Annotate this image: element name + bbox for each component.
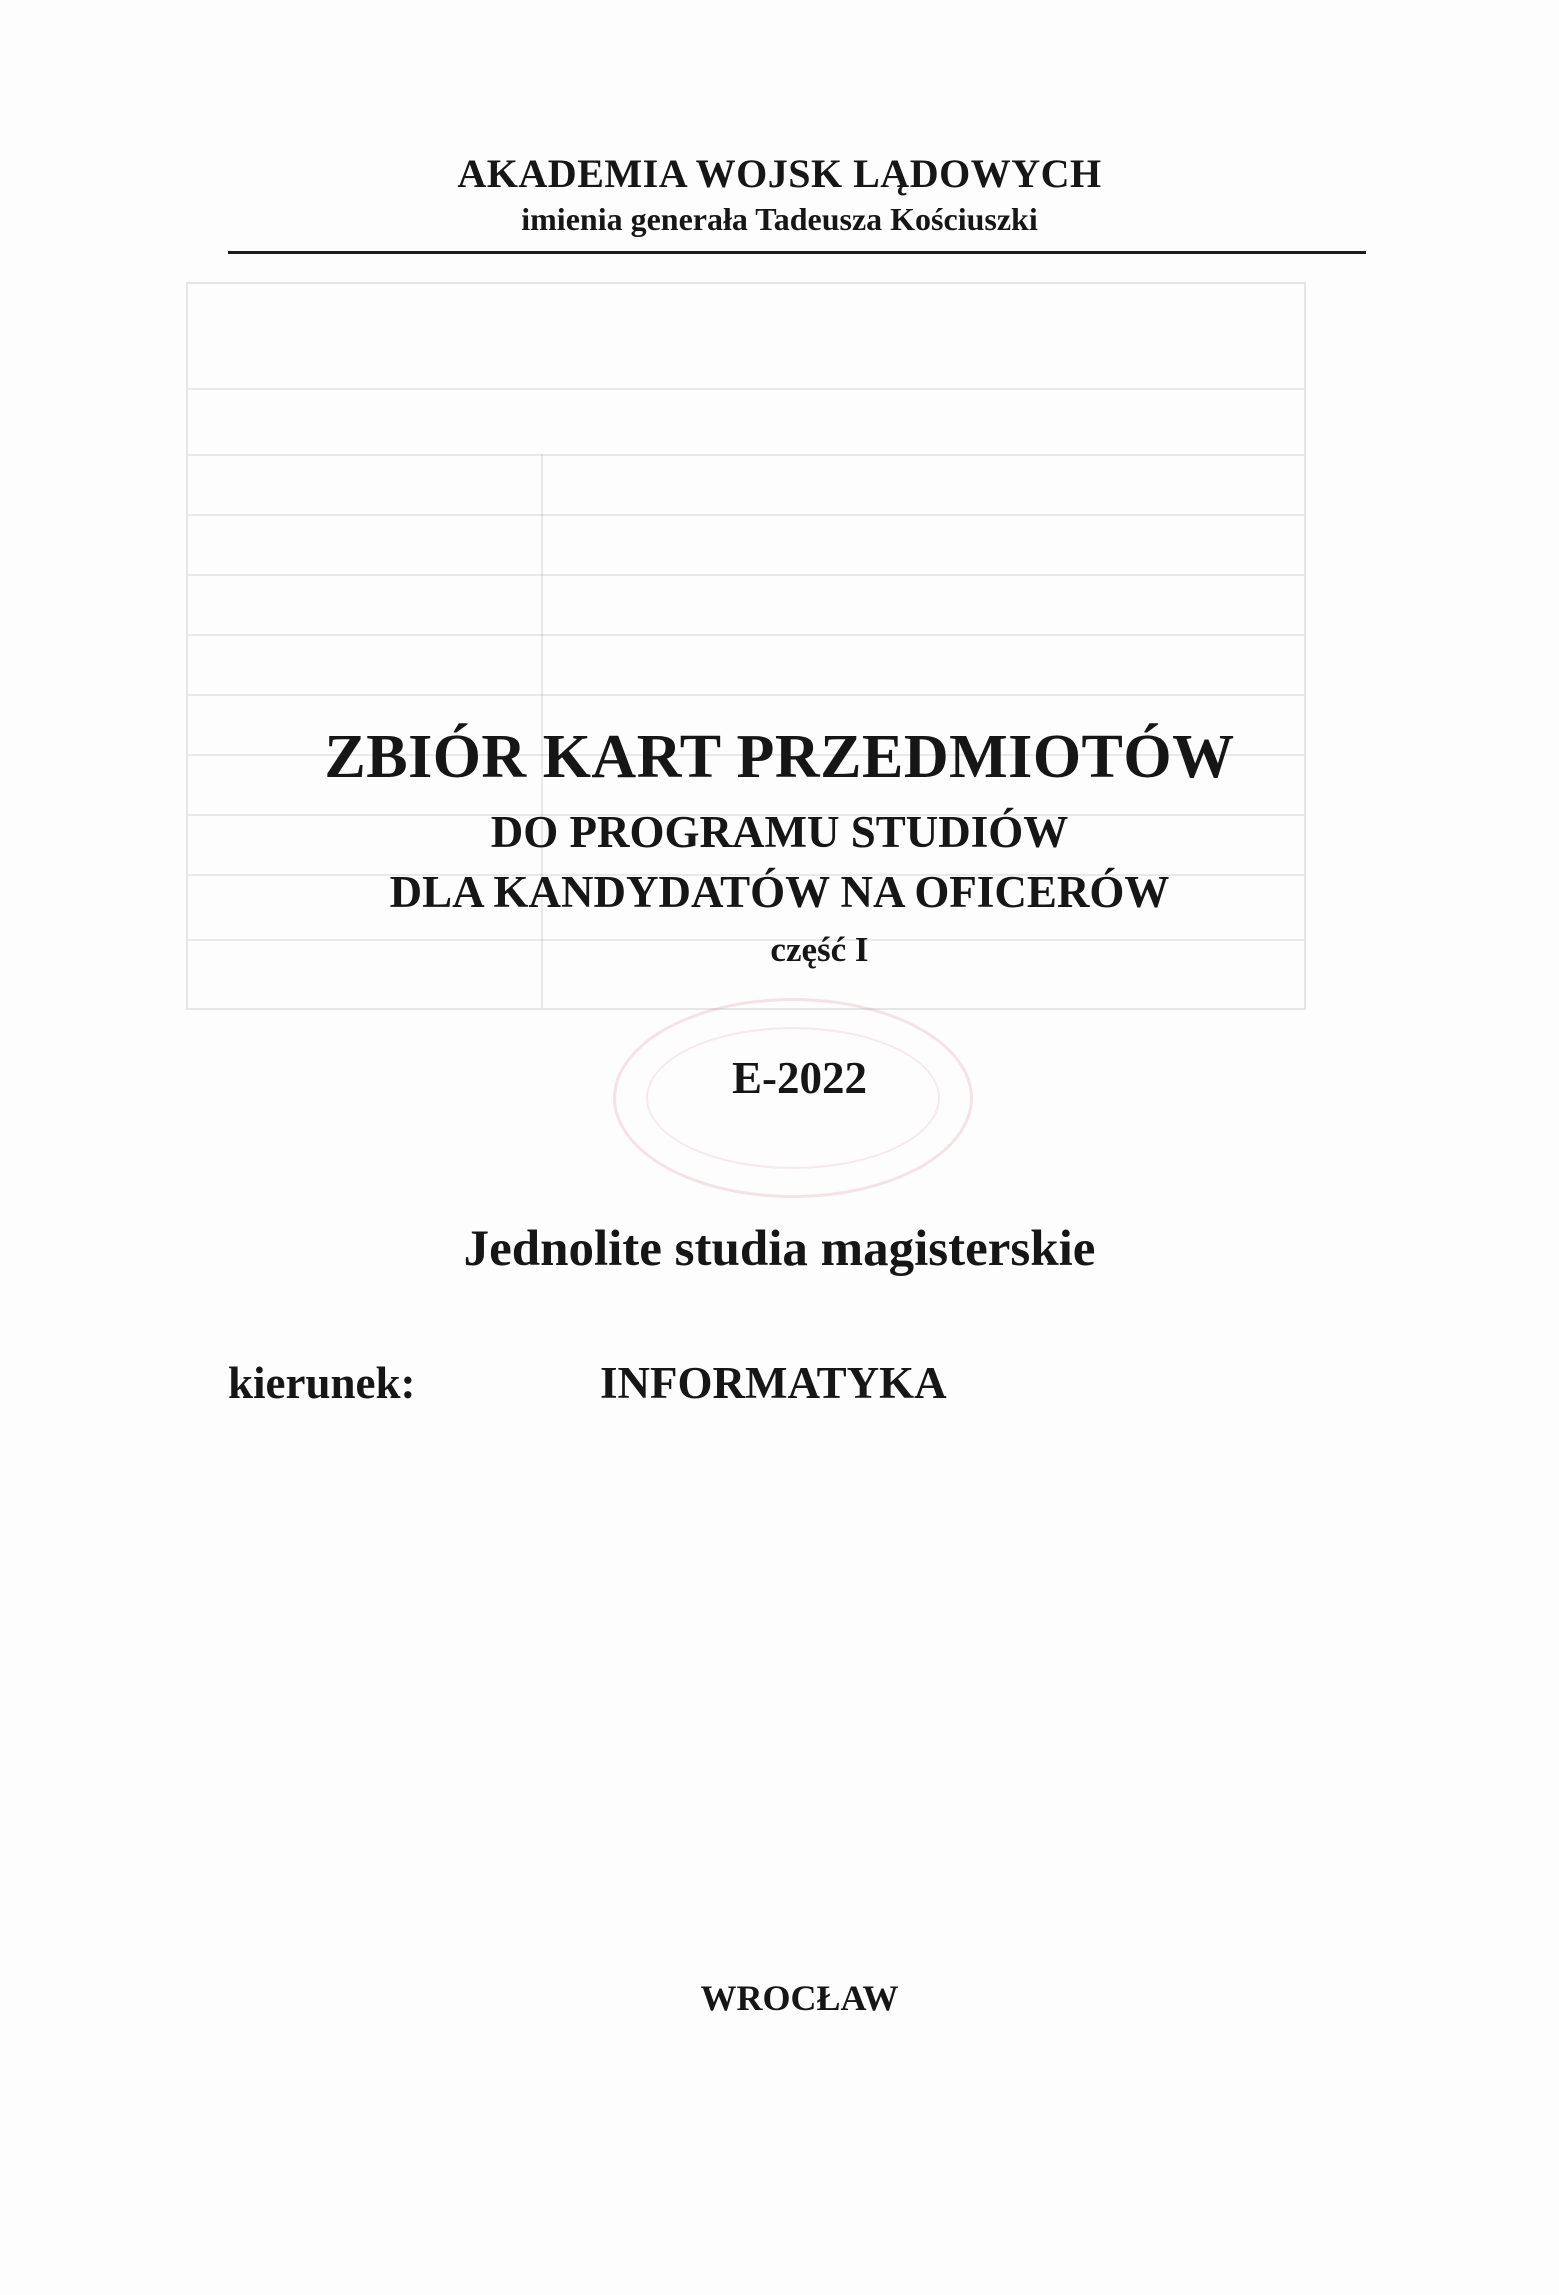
bleed-rule <box>188 388 1304 390</box>
bleed-rule <box>188 574 1304 576</box>
edition-code: E-2022 <box>732 1053 867 1103</box>
part-label: część I <box>770 930 869 969</box>
bleed-rule <box>188 454 1304 456</box>
institution-patron: imienia generała Tadeusza Kościuszki <box>521 201 1038 237</box>
bleed-rule <box>188 514 1304 516</box>
city-name: WROCŁAW <box>700 1978 899 2018</box>
document-title: ZBIÓR KART PRZEDMIOTÓW <box>324 723 1235 791</box>
study-type: Jednolite studia magisterskie <box>463 1221 1096 1277</box>
document-subtitle-line2: DLA KANDYDATÓW NA OFICERÓW <box>389 867 1170 917</box>
bleed-rule <box>188 634 1304 636</box>
field-value: INFORMATYKA <box>600 1358 947 1408</box>
field-label: kierunek: <box>228 1358 416 1408</box>
bleed-rule <box>188 694 1304 696</box>
header-divider <box>228 251 1366 254</box>
institution-name: AKADEMIA WOJSK LĄDOWYCH <box>457 151 1102 196</box>
document-subtitle-line1: DO PROGRAMU STUDIÓW <box>490 807 1069 857</box>
